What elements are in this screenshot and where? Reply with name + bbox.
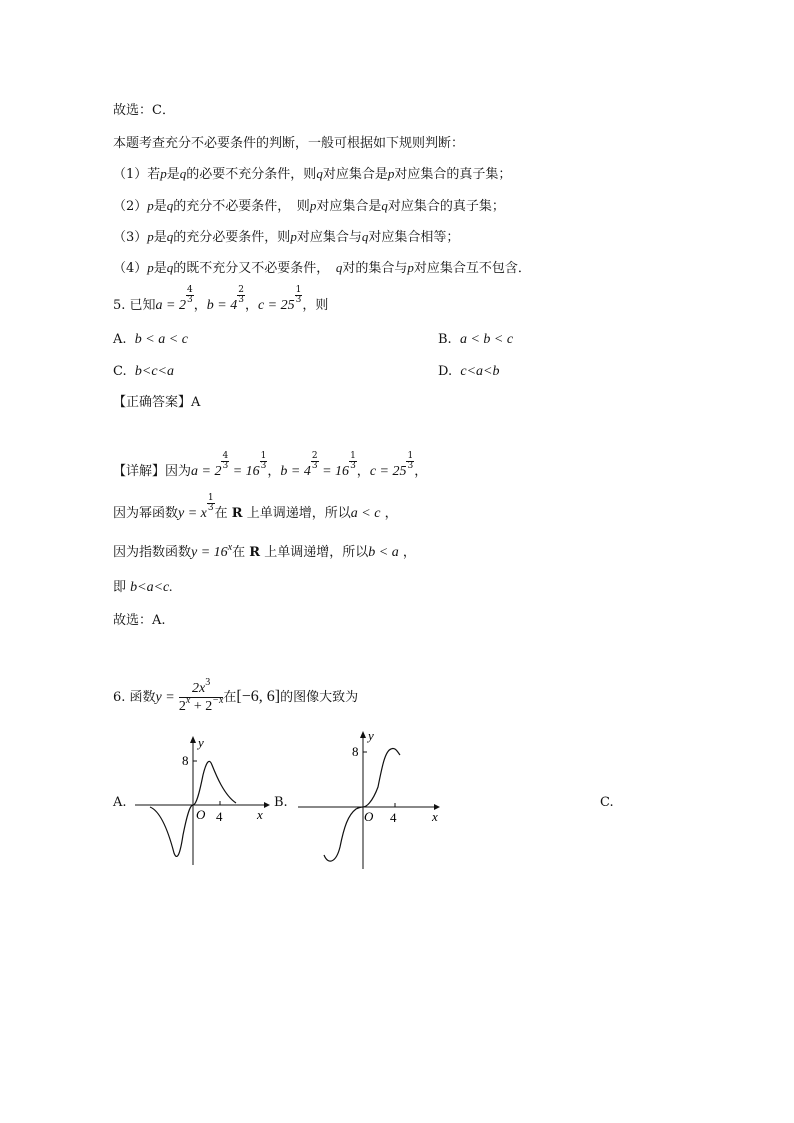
rule-3-t2: 的充分必要条件，则: [173, 230, 291, 245]
rule-3: [113, 229, 459, 246]
rule-4-t4: 对应集合互不包含．: [413, 261, 531, 276]
q5-option-b[interactable]: [438, 332, 513, 348]
rule-2-d: q: [381, 198, 388, 213]
q6-graph-b[interactable]: [296, 727, 446, 872]
rule-2-t3: 对应集合是: [316, 199, 382, 214]
q5-detail-3-func: y = 16: [191, 545, 228, 560]
q5-detail-3-res: b < a: [368, 545, 399, 560]
graph-b-x-tick: 4: [390, 810, 397, 825]
rule-4-num: （4）: [113, 261, 148, 276]
q6-func-den-exp1: x: [185, 695, 191, 706]
q5-c-expr: c = 25: [257, 298, 295, 313]
q5-detail-2-R: R: [231, 506, 243, 521]
q5-detail-1-c-exp: $\frac{1}{3}$: [407, 451, 414, 471]
rule-3-b: q: [166, 229, 174, 244]
q6-label-b[interactable]: B.: [274, 795, 288, 810]
q5-option-d-text: c<a<b: [460, 364, 500, 379]
q6-stem-prefix: 6. 函数: [113, 690, 156, 705]
prev-answer-line: 故选：C．: [113, 103, 175, 118]
rule-1-t4: 对应集合的真子集；: [394, 167, 512, 182]
q5-a-exp: $\frac{4}{3}$: [187, 285, 193, 305]
q5-option-d[interactable]: [438, 364, 499, 380]
q5-detail-2-suffix: 上单调递增，所以: [246, 506, 351, 521]
q5-detail-1-sep-1: ，: [267, 464, 281, 479]
q5-detail-2-end: ，: [384, 506, 398, 521]
q5-detail-3-R: R: [249, 545, 261, 560]
q5-detail-2-prefix: 因为幂函数: [113, 506, 179, 521]
graph-b-y-tick: 8: [352, 744, 359, 759]
graph-a-y-arrow: [190, 736, 196, 743]
q6-func-den-mid: + 2: [190, 699, 213, 714]
rule-4-c: q: [335, 260, 343, 275]
graph-a-x-arrow: [264, 802, 270, 808]
rule-2-num: （2）: [113, 199, 148, 214]
q5-detail-2: [113, 493, 398, 526]
q5-detail-4-res: b<a<c.: [130, 580, 173, 595]
rule-3-t3: 对应集合与: [296, 230, 362, 245]
rule-3-t1: 是: [153, 230, 167, 245]
graph-b-curve: [324, 748, 400, 861]
q5-detail-3: [113, 542, 416, 561]
q6-func-den: 2: [178, 699, 186, 714]
q5-detail-1-sep-3: ，: [414, 464, 428, 479]
q5-stem: [113, 285, 329, 318]
q5-final: 故选：A.: [113, 613, 166, 628]
q6-label-c[interactable]: C.: [600, 795, 614, 810]
rule-intro: 本题考查充分不必要条件的判断，一般可根据如下规则判断：: [113, 136, 465, 151]
q5-answer-label: 【正确答案】: [113, 395, 192, 410]
q5-sep-2: ，: [244, 298, 258, 313]
q5-option-a-text: b < a < c: [134, 332, 188, 347]
q5-detail-1-a: a = 2: [191, 464, 222, 479]
graph-a-y-tick: 8: [182, 753, 189, 768]
q5-detail-label: 【详解】: [113, 464, 166, 479]
rule-2: [113, 198, 505, 215]
q5-detail-1: [113, 451, 428, 484]
rule-1-t3: 对应集合是: [322, 167, 388, 182]
rule-2-t1: 是: [153, 199, 167, 214]
q5-stem-prefix: 5. 已知: [113, 298, 156, 313]
q5-option-a[interactable]: [113, 332, 188, 348]
rule-1-a: p: [160, 166, 167, 181]
q6-func-fraction: [178, 677, 224, 715]
q5-answer-value: A: [191, 395, 201, 410]
q5-detail-3-mid: 在: [232, 545, 246, 560]
rule-1-t1: 是: [166, 167, 180, 182]
graph-a-origin: O: [196, 807, 206, 822]
rule-1-t2: 的必要不充分条件，则: [186, 167, 317, 182]
q5-c-exp: $\frac{1}{3}$: [295, 285, 302, 305]
rule-3-c: p: [290, 229, 297, 244]
q5-detail-1-b-exp2: $\frac{1}{3}$: [350, 451, 356, 471]
rule-2-t2: 的充分不必要条件， 则: [173, 199, 310, 214]
rule-4-t3: 对的集合与: [342, 261, 408, 276]
q5-option-b-text: a < b < c: [459, 332, 514, 347]
q5-option-d-label: D.: [438, 364, 453, 379]
q5-detail-1-sep-2: ，: [356, 464, 370, 479]
q5-detail-1-a-exp: $\frac{4}{3}$: [222, 451, 229, 471]
graph-b-y-arrow: [360, 731, 366, 738]
graph-b-y-label: y: [368, 728, 374, 743]
graph-a-x-label: x: [257, 807, 263, 822]
q6-stem: [113, 677, 359, 715]
q6-func-num: 2x: [192, 681, 206, 696]
q5-detail-1-mid-1: = 16: [229, 464, 260, 479]
q5-detail-1-mid-2: = 16: [318, 464, 350, 479]
q5-option-b-label: B.: [438, 332, 452, 347]
q5-detail-1-prefix: 因为: [165, 464, 192, 479]
q6-graph-a[interactable]: [130, 735, 270, 870]
rule-1-b: q: [179, 166, 187, 181]
q5-detail-2-mid: 在: [214, 506, 228, 521]
q6-func-den-exp2: −x: [212, 695, 224, 706]
rule-1-d: p: [387, 166, 395, 181]
q5-a-expr: a = 2: [155, 298, 186, 313]
q5-detail-2-res: a < c: [350, 506, 381, 521]
graph-a-y-label: y: [198, 735, 204, 750]
rule-2-b: q: [166, 198, 174, 213]
rule-4-b: q: [166, 260, 174, 275]
q5-detail-3-exp: x: [227, 542, 233, 553]
rule-2-c: p: [309, 198, 317, 213]
q6-label-a[interactable]: A.: [113, 795, 127, 810]
rule-4-a: p: [147, 260, 154, 275]
graph-b-x-label: x: [432, 809, 438, 824]
q5-answer: [113, 395, 200, 411]
rule-1-c: q: [316, 166, 323, 181]
rule-2-t4: 对应集合的真子集；: [387, 199, 505, 214]
q6-stem-mid: 在: [223, 690, 237, 705]
q5-detail-1-a-exp2: $\frac{1}{3}$: [260, 451, 267, 471]
q5-detail-3-prefix: 因为指数函数: [113, 545, 192, 560]
rule-2-a: p: [147, 198, 154, 213]
q5-detail-2-exp: $\frac{1}{3}$: [207, 493, 214, 513]
rule-1: [113, 166, 511, 183]
q5-stem-suffix: ，则: [302, 298, 329, 313]
q6-interval: [−6, 6]: [236, 688, 281, 705]
q5-b-exp: $\frac{2}{3}$: [238, 285, 244, 305]
rule-1-num: （1）若: [113, 167, 161, 182]
q5-detail-1-b: b = 4: [280, 464, 311, 479]
graph-b-origin: O: [364, 809, 374, 824]
q5-detail-4: [113, 580, 173, 596]
q5-option-a-label: A.: [113, 332, 127, 347]
rule-3-a: p: [147, 229, 154, 244]
q6-func-num-exp: 3: [205, 677, 211, 688]
rule-3-t4: 对应集合相等；: [368, 230, 460, 245]
q5-option-c-label: C.: [113, 364, 127, 379]
q5-detail-4-prefix: 即: [113, 580, 127, 595]
rule-3-num: （3）: [113, 230, 148, 245]
q5-option-c-text: b<c<a: [134, 364, 174, 379]
q5-b-expr: b = 4: [206, 298, 238, 313]
q5-detail-2-func: y = x: [178, 506, 207, 521]
q5-detail-1-b-exp: $\frac{2}{3}$: [311, 451, 318, 471]
rule-4-t1: 是: [153, 261, 167, 276]
q5-sep-1: ，: [193, 298, 207, 313]
q5-option-c[interactable]: [113, 364, 174, 380]
rule-3-d: q: [361, 229, 369, 244]
q5-detail-3-end: ，: [402, 545, 416, 560]
rule-4: [113, 260, 531, 277]
q6-stem-suffix: 的图像大致为: [280, 690, 359, 705]
q5-detail-1-c: c = 25: [369, 464, 407, 479]
rule-4-t2: 的既不充分又不必要条件，: [173, 261, 336, 276]
rule-4-d: p: [407, 260, 414, 275]
q6-func-y: y =: [155, 690, 175, 705]
q5-detail-3-suffix: 上单调递增，所以: [264, 545, 369, 560]
graph-a-x-tick: 4: [216, 809, 223, 824]
